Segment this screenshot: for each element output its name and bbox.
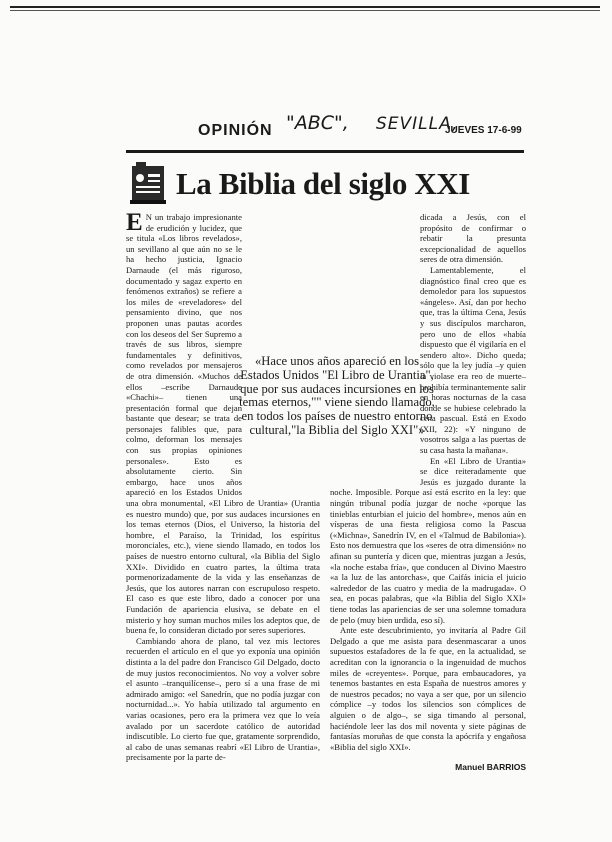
article-paragraph: E N un trabajo impresionante de erudición y lucidez, que se titula «Los libros revelados», un sevillano al que aún no se le ha hecho justicia, Ignacio Darnaude (el más riguroso, documentado y sagaz experto en fenómenos extraños) se refiere a los miles de «reveladores» del pensamiento divino, que nos proponen unas pautas acordes con los deseos del Ser Supremo a través de sus libros, siempre fundamentales y definitivos, como revelados por mensajeros de otra dimensión. «Muchos de ellos –escribe Darnaude «Chachi»– tienen una presentación formal que dejan bastante que desear; se trata de personajes falibles que, para colmo, deforman los mensajes con sus propias opiniones personales». Esto es absolutamente cierto. Sin embargo, hace unos años apareció en los Estados Unidos una obra monumental, «El Libro de Urantia» (Urantia es nuestro mundo) que, por sus audaces incursiones en los temas eternos (Dios, el Universo, la historia del hombre, el Paraíso, la Trinidad, los espíritus moronciales, etc.), viene siendo llamado, en todos los países de nuestro entorno cultural, «la Biblia del Siglo XXI». Dividido en cuatro partes, la última trata pormenorizadamente de la vida y las enseñanzas de Jesús, que los autores narran con escrupuloso respeto. El caso es que este libro, dado a conocer por una Fundación de apariencia elusiva, se debate en el misterio y hoy suman muchos miles los adeptos que, de buena fe, lo consideran dictado por seres superiores. <box>126 209 320 636</box>
pull-quote <box>238 355 436 438</box>
article-paragraph: dicada a Jesús, con el propósito de confirmar o rebatir la presunta excepcionalidad de aquellos seres de otra dimensión. <box>420 212 526 265</box>
top-page-rule-thin <box>10 10 600 11</box>
article-paragraph: Lamentablemente, el diagnóstico final creo que es demoledor para los supuestos «ángeles». Así, dan por hecho que, tras la última Cena, Jesús y sus discípulos marcharon, pero uno de ellos «había dispuesto que él vigilaría en el sendero alto». Dicho queda; sólo que la ley judía –y quien la violase era reo de muerte– prohibía terminantemente salir en horas nocturnas de la casa donde se hubiese celebrado la cena pascual. Está en Exodo (XII, 22): «Y ninguno de vosotros salga a las puertas de su casa hasta la mañana». <box>420 264 526 456</box>
article-column-1 <box>126 209 320 763</box>
article-paragraph: Ante este descubrimiento, yo invitaría al Padre Gil Delgado a que me asista para desenmascarar a unos supuestos estafadores de la fe que, en la actualidad, se acreditan con la ignorancia o la ingenuidad de muchos miles de «creyentes». Porque, para embaucadores, ya tenemos bastantes en esta España de nuestros amores y de nuestros pecados; no vaya a ser que, por un silencio cómplice –y todos los silencios son cómplices de alguien o de algo–, se siga timando al personal, haciéndole leer las dos mil noventa y siete páginas de fantasías moruñas de que consta la apócrifa y engañosa «Biblia del siglo XXI». <box>330 625 526 752</box>
pull-quote-text: «Hace unos años apareció en los Estados Unidos "El Libro de Urantia", que por sus audaces incursiones en los temas eternos,"" viene siendo llamado, en todos los países de nuestro entorno cultural,"la Biblia del Siglo XXI"» <box>239 354 435 437</box>
handwritten-publication: "ABC", <box>286 112 349 134</box>
article-paragraph: En «El Libro de Urantia» se dice reiteradamente que Jesús es juzgado durante la noche. Imposible. Porque así está escrito en la ley: que ningún tribunal podía juzgar de noche «porque las tinieblas enturbian el juicio del hombre», menos aún en vísperas de una fiesta religiosa como la Pascua («Michna», Sanedrín IV, en el «Talmud de Babilonia»). Esto nos demuestra que los «seres de otra dimensión» no afinan su puntería y dicen que, mientras juzgan a Jesús, «la noche estaba fría», que conducen al Divino Maestro «a la luz de las antorchas», que Caifás inicia el juicio «alrededor de las cuatro y media de la madrugada». O sea, en pocas palabras, que «la Biblia del Siglo XXI» tiene todas las apariencias de ser una solemne tomadura de pelo (muy bien urdida, eso sí). <box>330 455 526 625</box>
author-byline: Manuel BARRIOS <box>455 762 526 772</box>
section-name: OPINIÓN <box>198 122 273 139</box>
header-rule <box>126 150 524 153</box>
article-column-2 <box>330 212 526 752</box>
top-page-rule <box>10 6 600 8</box>
article-paragraph: Cambiando ahora de plano, tal vez mis lectores recuerden el artículo en el que yo exponía una opinión distinta a la del padre don Francisco Gil Delgado, docto de muy justos reconocimientos. No voy a volver sobre el asunto –tranquilícense–, pero sí a una frase de mi admirado amigo: «el Sanedrín, que no podía juzgar con nocturnidad...». Yo había utilizado tal argumento en varias ocasiones, pero era la primera vez que lo veía avalado por un sacerdote católico de autoridad indiscutible. Lo cierto fue que, gratamente sorprendido, al cabo de unas semanas reabrí «El Libro de Urantia», precisamente por la parte de- <box>126 635 320 763</box>
article-title: La Biblia del siglo XXI <box>176 166 470 201</box>
handwritten-city: SEVILLA, <box>376 114 459 134</box>
dateline: JUEVES 17-6-99 <box>445 125 522 136</box>
drop-cap: E <box>126 209 143 236</box>
newspaper-emblem-icon <box>130 160 166 204</box>
page-header <box>198 112 528 142</box>
